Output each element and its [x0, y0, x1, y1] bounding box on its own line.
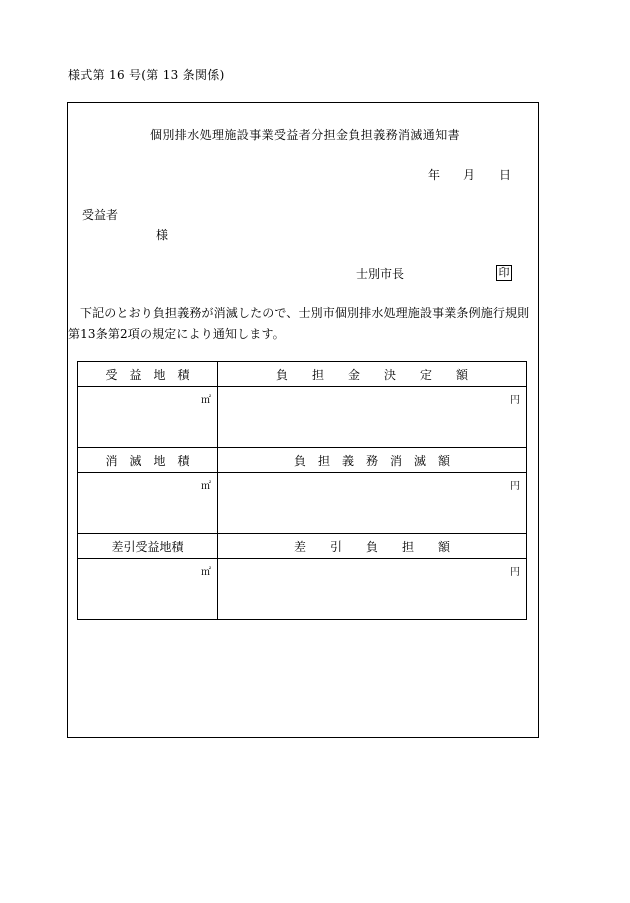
date-year-label: 年 [428, 168, 441, 182]
area-unit-label: ㎡ [201, 567, 211, 578]
document-title: 個別排水処理施設事業受益者分担金負担義務消滅通知書 [150, 128, 461, 142]
net-charge-header: 差 引 負 担 額 [218, 534, 527, 559]
extinguished-amount-cell [218, 473, 527, 534]
date-month-label: 月 [463, 168, 476, 182]
table-header-row [78, 362, 527, 387]
form-number-label: 様式第 16 号(第 13 条関係) [68, 68, 225, 82]
issuer-name: 士別市長 [356, 267, 405, 281]
extinguished-area-cell [78, 473, 218, 534]
amount-table [77, 361, 527, 620]
determined-charge-cell [218, 387, 527, 448]
area-unit-label: ㎡ [201, 395, 211, 406]
yen-unit-label: 円 [510, 567, 520, 578]
table-header-row [78, 448, 527, 473]
net-charge-cell [218, 559, 527, 620]
extinguished-amount-header: 負 担 義 務 消 滅 額 [218, 448, 527, 473]
net-area-cell [78, 559, 218, 620]
table-header-row [78, 534, 527, 559]
recipient-label: 受益者 [82, 208, 119, 222]
date-day-label: 日 [499, 168, 512, 182]
yen-unit-label: 円 [510, 481, 520, 492]
seal-stamp: 印 [496, 265, 512, 281]
table-value-row [78, 473, 527, 534]
extinguished-area-header: 消 滅 地 積 [78, 448, 218, 473]
net-area-header: 差引受益地積 [78, 534, 218, 559]
yen-unit-label: 円 [510, 395, 520, 406]
body-text-line-2: 第13条第2項の規定により通知します。 [68, 327, 285, 341]
determined-charge-header: 負 担 金 決 定 額 [218, 362, 527, 387]
table-value-row [78, 559, 527, 620]
honorific-label: 様 [156, 228, 169, 242]
table-value-row [78, 387, 527, 448]
benefit-area-header: 受 益 地 積 [78, 362, 218, 387]
area-unit-label: ㎡ [201, 481, 211, 492]
body-text-line-1: 下記のとおり負担義務が消滅したので、士別市個別排水処理施設事業条例施行規則 [80, 306, 530, 320]
benefit-area-cell [78, 387, 218, 448]
